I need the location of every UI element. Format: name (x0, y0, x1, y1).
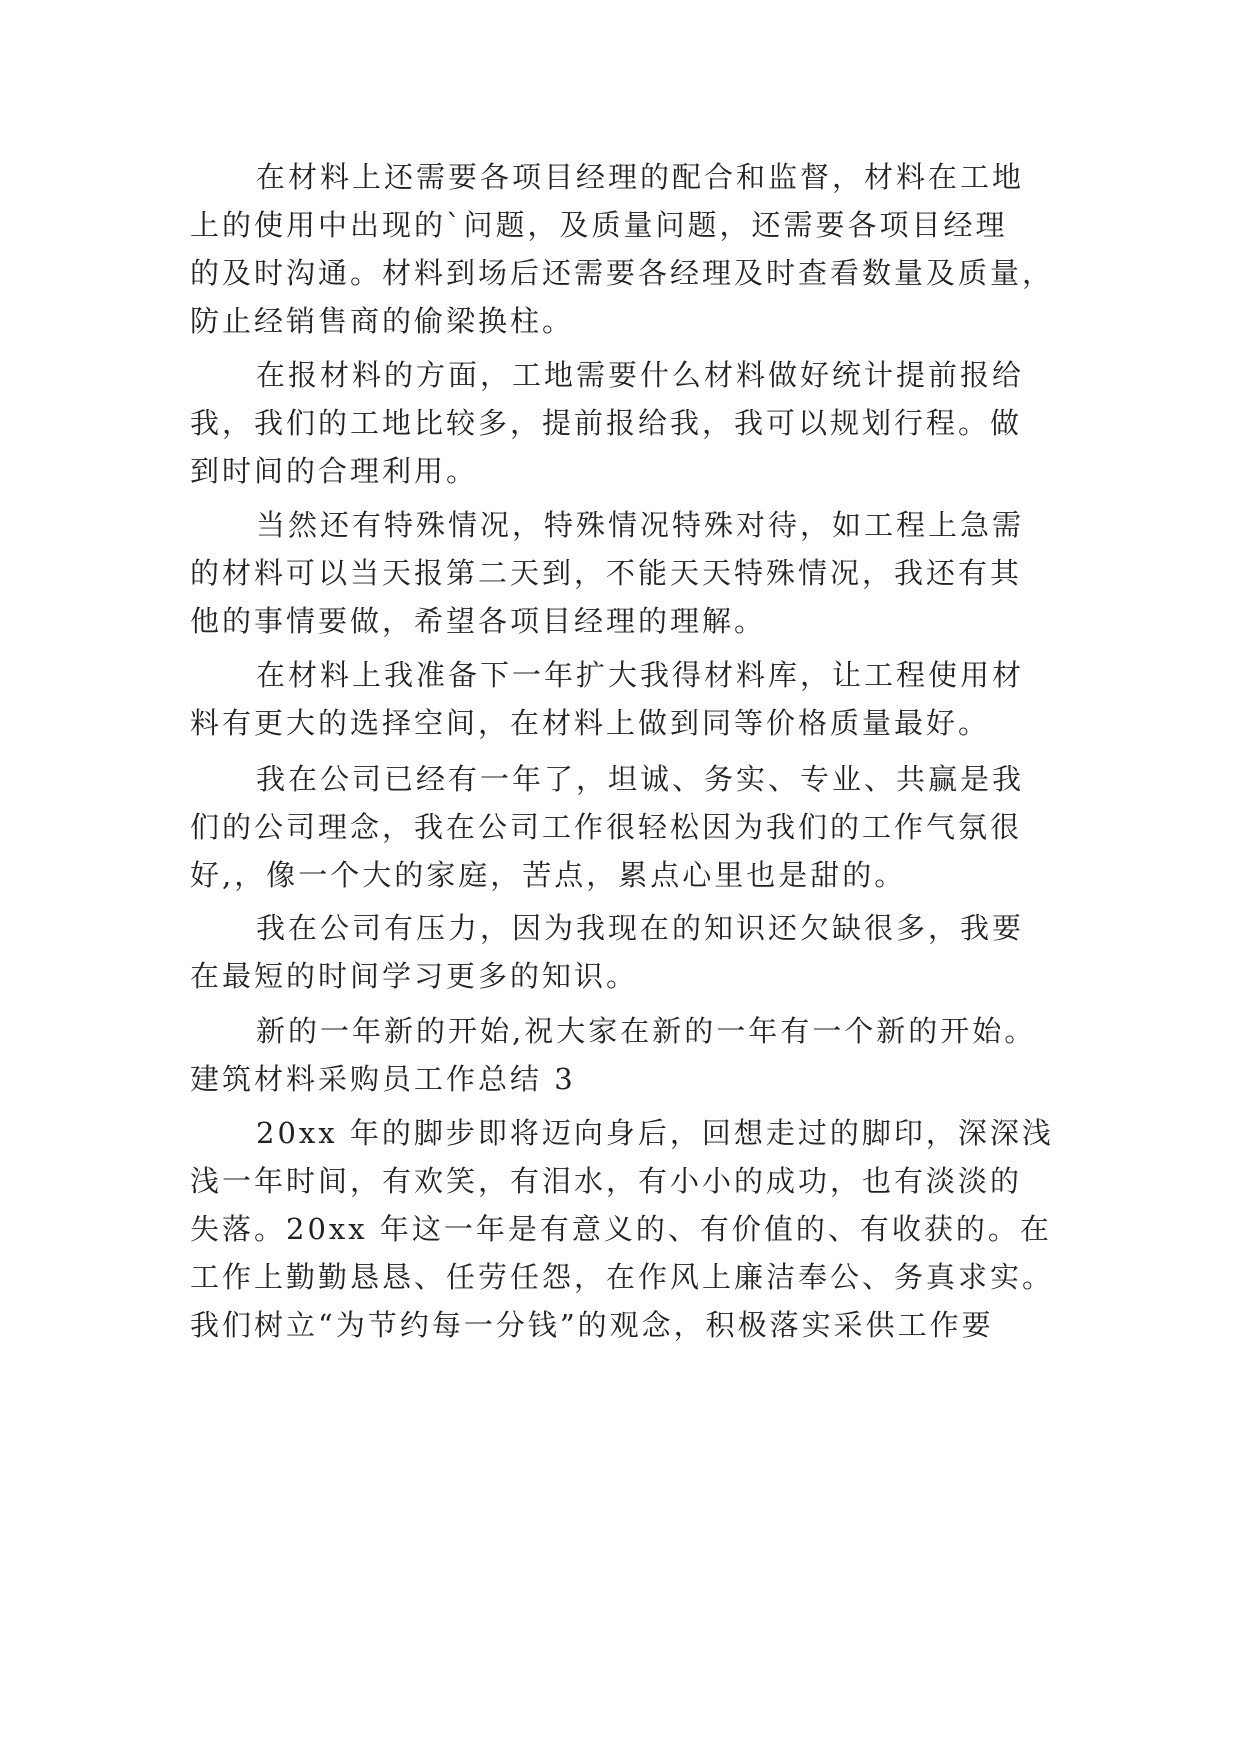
paragraph-line: 工作上勤勤恳恳、任劳任怨，在作风上廉洁奉公、务真求实。 (190, 1260, 1055, 1294)
paragraph-line: 们的公司理念，我在公司工作很轻松因为我们的工作气氛很 (190, 810, 1023, 844)
paragraph-line: 当然还有特殊情况，特殊情况特殊对待，如工程上急需 (256, 508, 1025, 542)
paragraph-line: 失落。20xx 年这一年是有意义的、有价值的、有收获的。在 (190, 1212, 1052, 1246)
paragraph-line: 我，我们的工地比较多，提前报给我，我可以规划行程。做 (190, 406, 1023, 440)
paragraph-line: 到时间的合理利用。 (190, 454, 479, 488)
paragraph-line: 的材料可以当天报第二天到，不能天天特殊情况，我还有其 (190, 556, 1023, 590)
paragraph-line: 我们树立“为节约每一分钱”的观念，积极落实采供工作要 (190, 1308, 994, 1342)
paragraph-line: 20xx 年的脚步即将迈向身后，回想走过的脚印，深深浅 (256, 1116, 1054, 1150)
paragraph-line: 好,，像一个大的家庭，苦点，累点心里也是甜的。 (190, 858, 907, 892)
paragraph-line: 我在公司有压力，因为我现在的知识还欠缺很多，我要 (256, 911, 1025, 945)
paragraph-line: 我在公司已经有一年了，坦诚、务实、专业、共赢是我 (256, 762, 1025, 796)
paragraph-line: 防止经销售商的偷梁换柱。 (190, 304, 575, 338)
paragraph-line: 在材料上我准备下一年扩大我得材料库，让工程使用材 (256, 658, 1025, 692)
paragraph-line: 在报材料的方面，工地需要什么材料做好统计提前报给 (256, 358, 1025, 392)
paragraph-line: 他的事情要做，希望各项目经理的理解。 (190, 604, 767, 638)
paragraph-line: 新的一年新的开始,祝大家在新的一年有一个新的开始。 (256, 1014, 1037, 1048)
section-heading: 建筑材料采购员工作总结 3 (190, 1062, 576, 1096)
paragraph-line: 料有更大的选择空间，在材料上做到同等价格质量最好。 (190, 706, 991, 740)
paragraph-line: 浅一年时间，有欢笑，有泪水，有小小的成功，也有淡淡的 (190, 1164, 1023, 1198)
paragraph-line: 在材料上还需要各项目经理的配合和监督，材料在工地 (256, 160, 1025, 194)
paragraph-line: 在最短的时间学习更多的知识。 (190, 959, 639, 993)
paragraph-line: 的及时沟通。材料到场后还需要各经理及时查看数量及质量， (190, 256, 1055, 290)
paragraph-line: 上的使用中出现的`问题，及质量问题，还需要各项目经理 (190, 208, 1008, 242)
